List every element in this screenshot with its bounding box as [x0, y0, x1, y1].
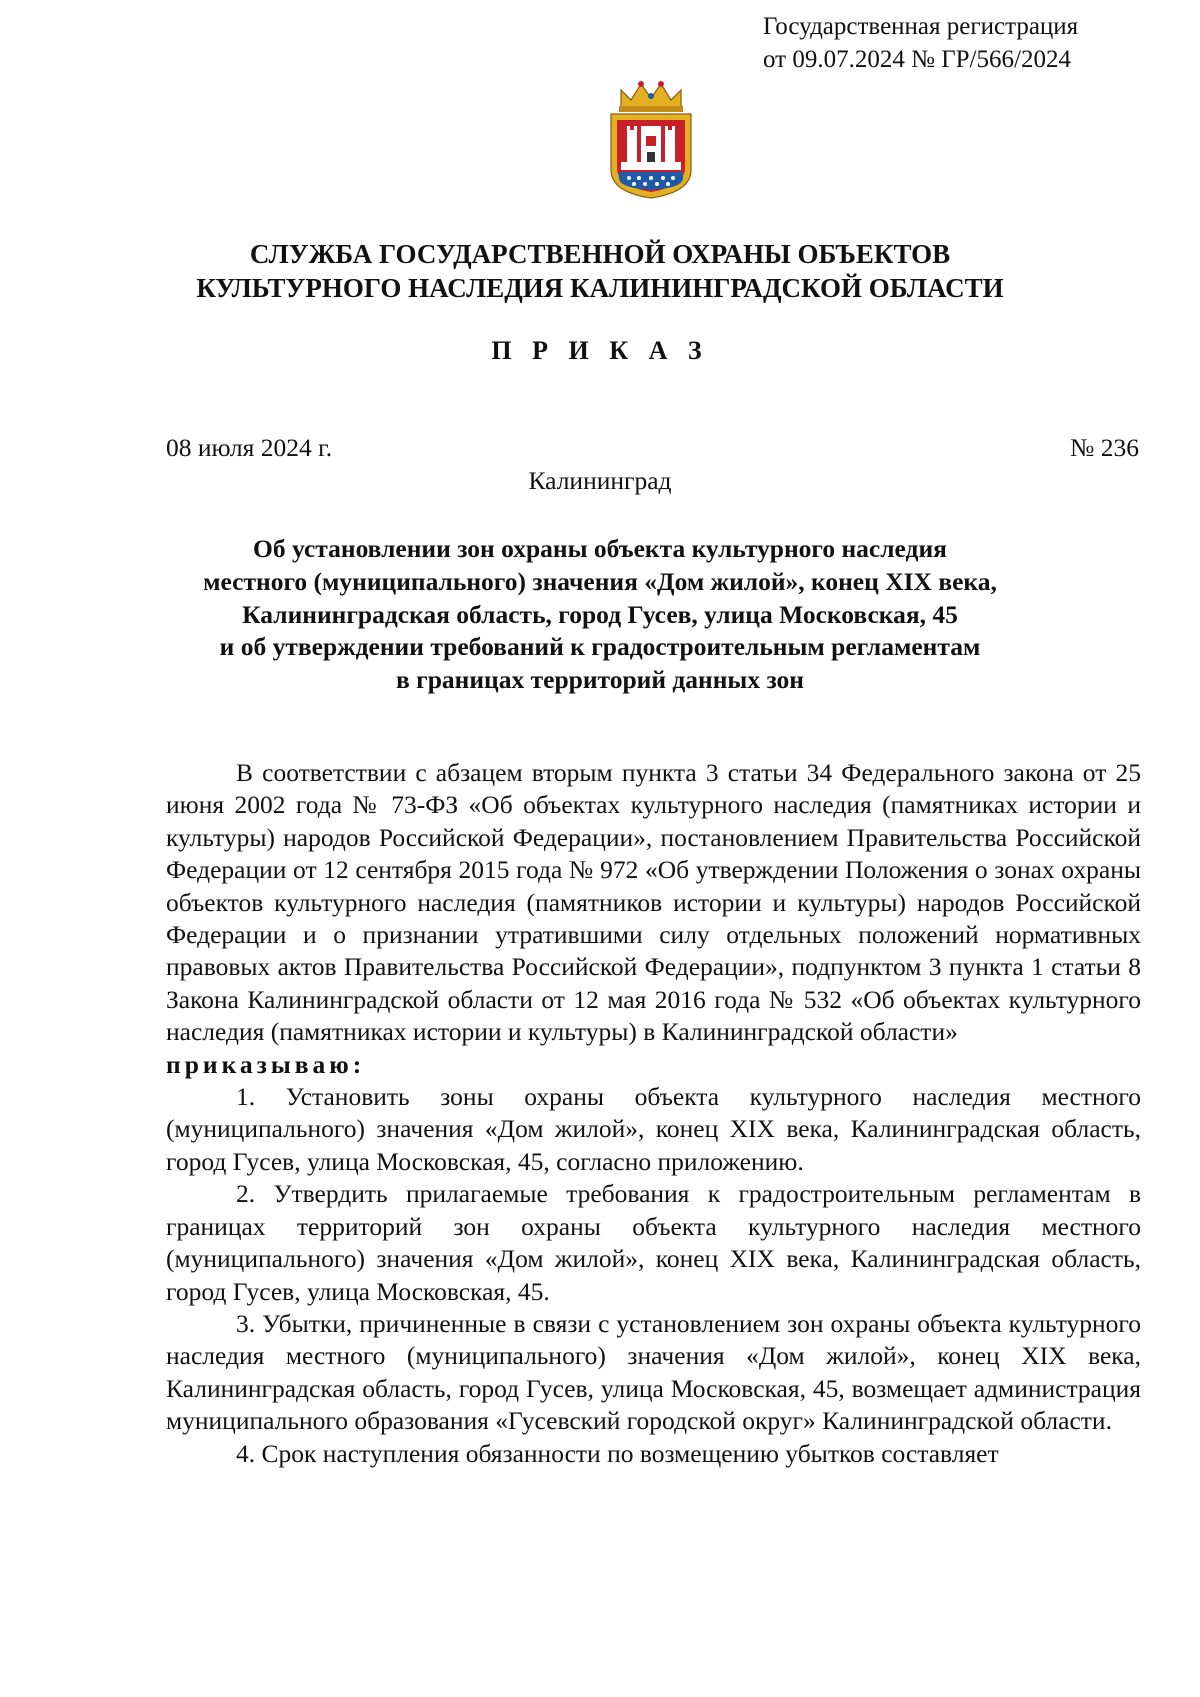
subject-line-5: в границах территорий данных зон	[396, 665, 804, 695]
order-item-4: 4. Срок наступления обязанности по возмещению убытков составляет	[236, 1438, 999, 1468]
organization-name	[0, 237, 1200, 305]
subject-line-2: местного (муниципального) значения «Дом жилой», конец XIX века,	[203, 566, 997, 596]
registration-line-1: Государственная регистрация	[763, 13, 1079, 40]
subject-line-1: Об установлении зон охраны объекта культурного наследия	[253, 534, 947, 563]
order-word-paragraph	[166, 1049, 1141, 1081]
order-item-3: 3. Убытки, причиненные в связи с установлением зон охраны объекта культурного наследия местного (муниципального) значения «Дом жилой», конец XIX века, Калининградская область, город Гусев, улица Московская, 45, возмещает администрация муниципального образования «Гусевский городской округ» Калининградской области.	[166, 1308, 1141, 1436]
registration-line-2: от 09.07.2024 № ГР/566/2024	[763, 46, 1071, 73]
document-date: 08 июля 2024 г.	[166, 433, 333, 462]
order-item-2: 2. Утвердить прилагаемые требования к градостроительным регламентам в границах территорий зон охраны объекта культурного наследия местного (муниципального) значения «Дом жилой», конец XIX века, Калининградская область, город Гусев, улица Московская, 45.	[166, 1179, 1141, 1306]
document-subject	[0, 533, 1200, 697]
preamble-paragraph: В соответствии с абзацем вторым пункта 3 статьи 34 Федерального закона от 25 июня 2002 года № 73-ФЗ «Об объектах культурного наследия (памятниках истории и культуры) народов Российской Федерации», постановлением Правительства Российской Федерации от 12 сентября 2015 года № 972 «Об утверждении Положения о зонах охраны объектов культурного наследия (памятников истории и культуры) народов Российской Федерации и о признании утратившими силу отдельных положений нормативных правовых актов Правительства Российской Федерации», подпунктом 3 пункта 1 статьи 8 Закона Калининградской области от 12 мая 2016 года № 532 «Об объектах культурного наследия (памятниках истории и культуры) в Калининградской области»	[166, 758, 1141, 1047]
coat-of-arms-icon	[603, 78, 699, 200]
organization-name-line-1: СЛУЖБА ГОСУДАРСТВЕННОЙ ОХРАНЫ ОБЪЕКТОВ	[249, 239, 951, 269]
state-registration-stamp	[763, 10, 1078, 76]
order-word: приказываю:	[166, 1049, 366, 1079]
subject-line-4: и об утверждении требований к градостроительным регламентам	[219, 632, 981, 662]
organization-name-line-2: КУЛЬТУРНОГО НАСЛЕДИЯ КАЛИНИНГРАДСКОЙ ОБЛАСТИ	[196, 273, 1004, 303]
document-body	[166, 757, 1141, 1470]
document-type-title: П Р И К А З	[491, 336, 709, 365]
order-item-1: 1. Установить зоны охраны объекта культурного наследия местного (муниципального) значения «Дом жилой», конец XIX века, Калининградская область, город Гусев, улица Московская, 45, согласно приложению.	[166, 1082, 1141, 1176]
document-city: Калининград	[528, 466, 672, 495]
document-number: № 236	[1070, 433, 1139, 462]
subject-line-3: Калининградская область, город Гусев, улица Московская, 45	[242, 599, 958, 629]
